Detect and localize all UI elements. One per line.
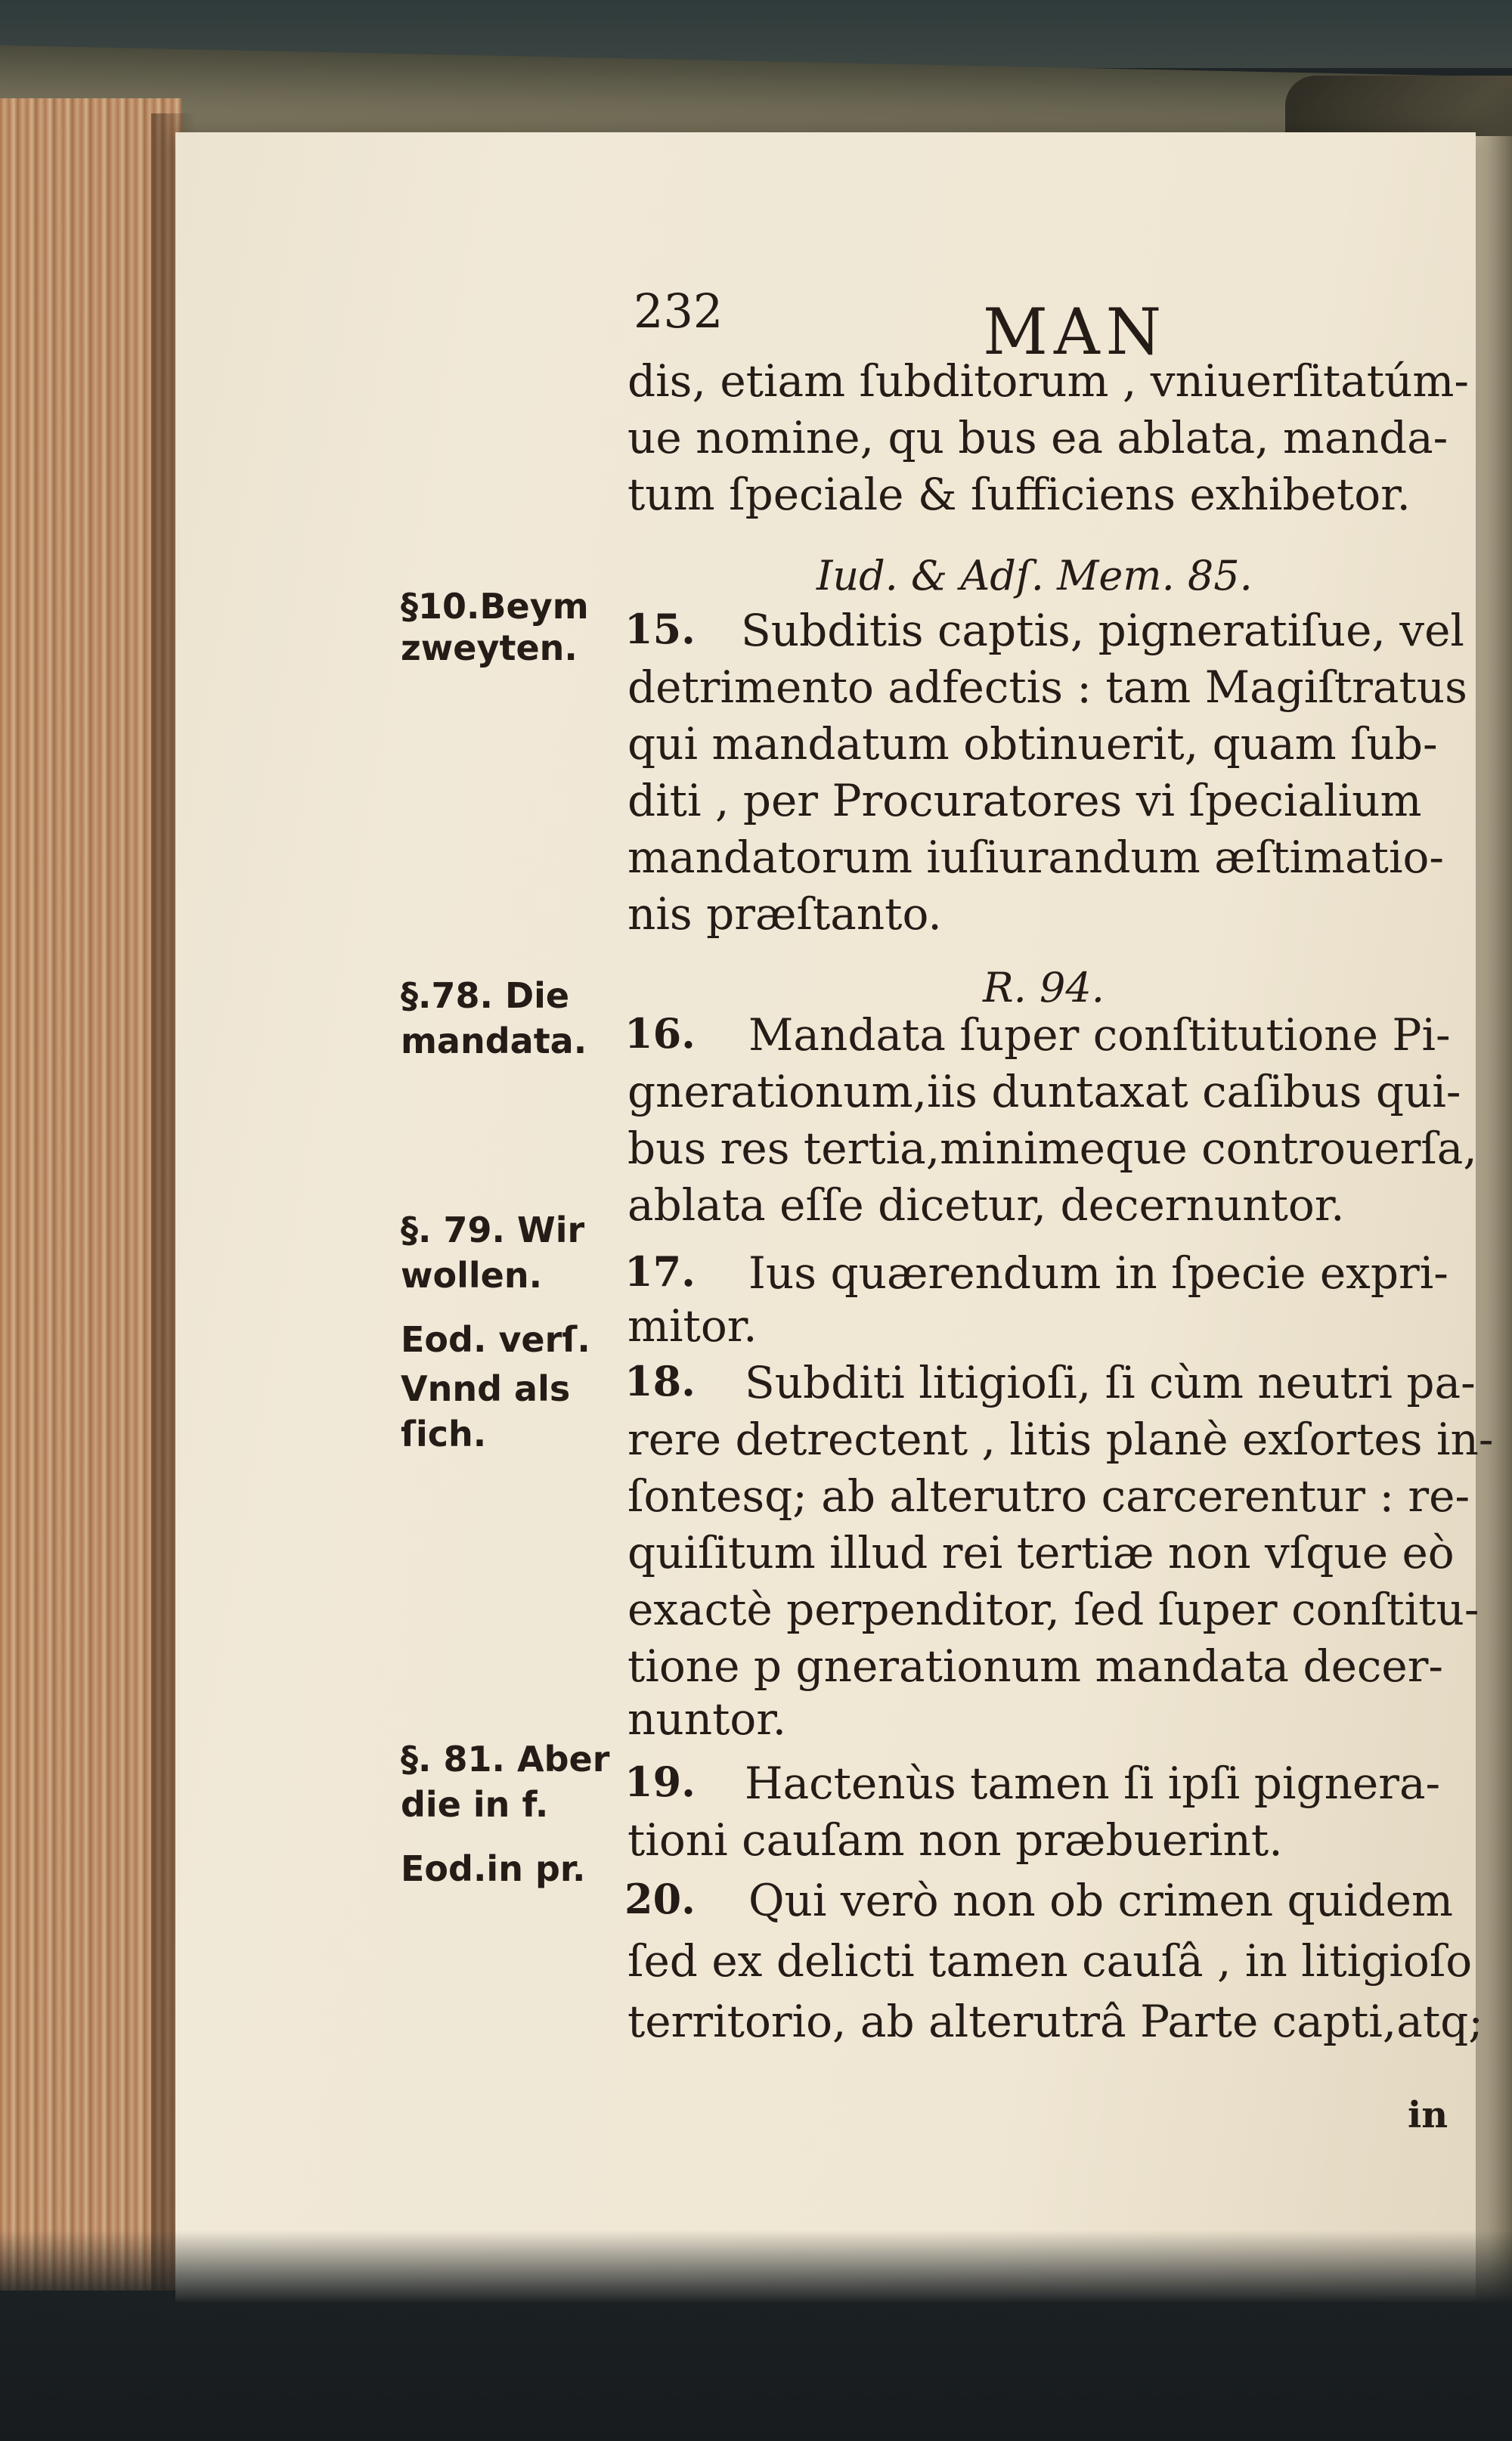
text-line: ue nomine, qu bus ea ablata, manda- bbox=[627, 412, 1448, 463]
text-line: qui mandatum obtinuerit, quam ſub- bbox=[627, 718, 1438, 770]
text-line: nuntor. bbox=[627, 1693, 787, 1745]
paragraph-number: 15. bbox=[624, 605, 696, 653]
marginal-note: mandata. bbox=[401, 1021, 587, 1061]
marginal-note: Eod.in pr. bbox=[401, 1848, 586, 1889]
running-head: MAN bbox=[983, 295, 1168, 369]
text-line: quiſitum illud rei tertiæ non vſque eò bbox=[627, 1527, 1455, 1578]
text-line: exactè perpenditor, ſed ſuper conſtitu- bbox=[627, 1584, 1479, 1635]
marginal-note: Vnnd als bbox=[401, 1368, 571, 1409]
marginal-note: §.78. Die bbox=[401, 975, 570, 1016]
text-line: ablata eſſe dicetur, decernuntor. bbox=[627, 1179, 1345, 1231]
paragraph-number: 16. bbox=[624, 1009, 696, 1058]
text-line: detrimento adfectis : tam Magiſtratus bbox=[627, 661, 1467, 713]
marginal-note: §10.Beym bbox=[401, 586, 589, 627]
marginal-note: Eod. verſ. bbox=[401, 1319, 590, 1360]
text-line: Ius quærendum in ſpecie expri- bbox=[748, 1247, 1448, 1299]
text-line: Subditi litigioſi, ſi cùm neutri pa- bbox=[745, 1357, 1476, 1408]
text-line: Hactenùs tamen ſi ipſi pignera- bbox=[745, 1758, 1441, 1809]
text-line: ſontesq; ab alterutro carcerentur : re- bbox=[627, 1470, 1470, 1522]
text-line: mandatorum iuſiurandum æſtimatio- bbox=[627, 832, 1445, 883]
text-line: diti , per Procuratores vi ſpecialium bbox=[627, 775, 1422, 826]
text-line: rere detrectent , litis planè exſortes in- bbox=[627, 1414, 1494, 1465]
marginal-note: §. 81. Aber bbox=[401, 1739, 610, 1780]
text-line: gnerationum,iis duntaxat caſibus qui- bbox=[627, 1066, 1461, 1117]
text-line: Subditis captis, pigneratiſue, vel bbox=[741, 605, 1464, 656]
paragraph-number: 18. bbox=[624, 1357, 696, 1405]
background-bottom bbox=[0, 2230, 1512, 2441]
reference-line: R. 94. bbox=[983, 964, 1105, 1011]
paragraph-number: 20. bbox=[624, 1875, 696, 1923]
text-line: territorio, ab alterutrâ Parte capti,atq; bbox=[627, 1996, 1483, 2047]
text-line: ſed ex delicti tamen cauſâ , in litigioſo bbox=[627, 1935, 1473, 1987]
paragraph-number: 17. bbox=[624, 1247, 696, 1296]
catchword: in bbox=[1408, 2094, 1448, 2136]
text-line: Qui verò non ob crimen quidem bbox=[748, 1875, 1453, 1926]
text-line: dis, etiam ſubditorum , vniuerſitatúm- bbox=[627, 355, 1469, 407]
text-line: nis præſtanto. bbox=[627, 888, 942, 940]
paragraph-number: 19. bbox=[624, 1758, 696, 1806]
marginal-note: §. 79. Wir bbox=[401, 1210, 585, 1250]
text-line: tum ſpeciale & ſufficiens exhibetor. bbox=[627, 469, 1411, 520]
reference-line: Iud. & Adſ. Mem. 85. bbox=[816, 552, 1253, 599]
text-line: Mandata ſuper conſtitutione Pi- bbox=[748, 1009, 1451, 1061]
marginal-note: ſich. bbox=[401, 1414, 487, 1454]
text-line: mitor. bbox=[627, 1300, 758, 1352]
marginal-note: die in f. bbox=[401, 1784, 549, 1825]
text-line: tione p gnerationum mandata decer- bbox=[627, 1640, 1444, 1692]
marginal-note: wollen. bbox=[401, 1255, 543, 1296]
text-line: tioni cauſam non præbuerint. bbox=[627, 1814, 1283, 1866]
page-number: 232 bbox=[634, 283, 723, 339]
marginal-note: zweyten. bbox=[401, 627, 578, 668]
text-line: bus res tertia,minimeque controuerſa, bbox=[627, 1123, 1477, 1174]
